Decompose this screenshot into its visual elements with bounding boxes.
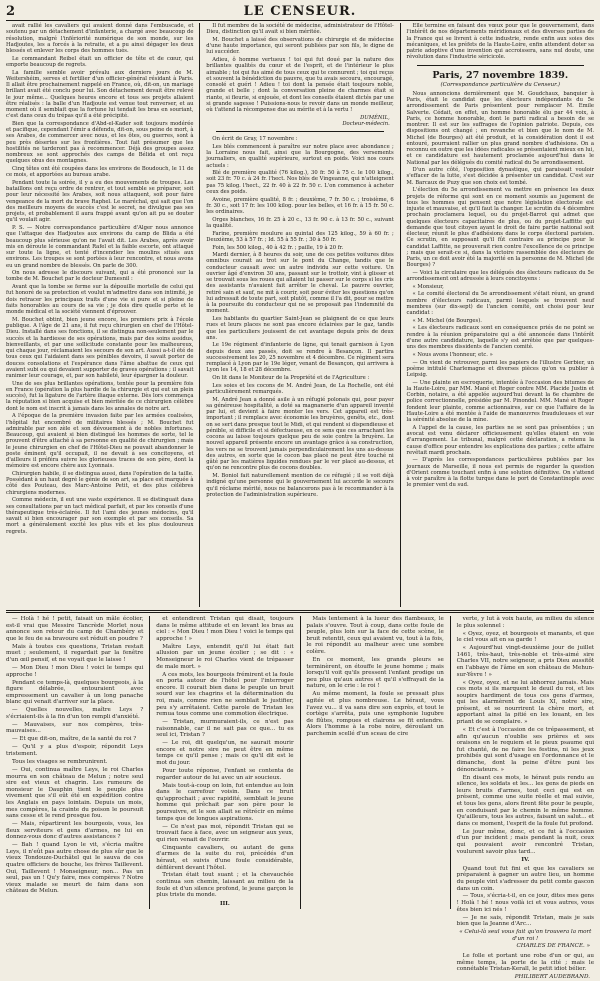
paragraph: Maître Leys, entendit qu'il lui était fait allusion par un jeune écolier ; se dit : « Monseigneur le roi Charles vient de trépasser de male mort. » <box>156 643 294 670</box>
paragraph: A l'époque de la première invasion faite par les armées coalisées, l'hôpital fut encombré de militaires blessés ; M. Bouchet fut admirable par son zèle et son dévouement à de nobles infortunes. Beaucoup, qui avaient si bien distingué les hommes de sorte, tel le prouvent d'être attaché à sa personne en qualité de chirurgien ; mais le jeune chirurgien en chef de l'Hôtel-Dieu ne pouvait abandonner le poste éminent qu'il occupait, il ne devait à ses concitoyens, et d'ailleurs il préféra suivre les glorieuses traces de son père, dont la mémoire est encore chère aux Lyonnais. <box>6 413 194 470</box>
paragraph: M. Bouchet obtint, bien jeune encore, les premiers prix à l'école publique. A l'âge de 21 ans, il fut reçu chirurgien en chef de l'Hôtel-Dieu. Installé dans ses fonctions, il se distingua non-seulement par le succès et la hardiesse de ses opérations, mais par des soins assidus, bienveillants, et par une sollicitude constante pour les malheureux, qui chaque jour, réclamaient les secours de son art. Aussi a-t-il été de tous ceux qui l'aidaient dans ses pénibles devoirs, il savait porter de douces consolations et l'espérance dans l'âme abattue de ceux qui avaient subi ou qui devaient supporter de graves opérations ; il savait ranimer leur courage, et, par son habileté, leur épargner la douleur. <box>6 316 194 380</box>
paragraph: Adieu, ô homme vertueux ! toi qui fut doué par la nature des brillantes qualités du cœur et de l'esprit, et de l'intérieur le plus aimable ; toi qui fus aimé de tous ceux qui te connurent ; toi qui reçus et souvent la bénédiction du pauvre, que tu avais secouru, encouragé, consolé et guéri ! Adieu ! toi dont la pensée était toujours noble, grande et belle ; dont la conversation pleine de charmes était si riante, si fleurie, si enjouée, et dont les conseils étaient dictés par une si grande sagesse ! Puissions-nous te revoir dans un monde meilleur, où t'attend la récompense due au mérite et à la vertu ! <box>206 57 394 114</box>
paragraph: Mardi dernier, à 8 heures du soir, une de ces petites voitures dites omnibus courait au trot sur le pont du Change, tandis que le conducteur causait avec un autre individu sur cette voiture. Un ouvrier âgé d'environ 30 ans, passant sur le trottoir, vint à glisser et se trouvait sous les roues qui allaient lui passer sur le corps si les cris des assistants n'avaient fait arrêter le cheval. Le pauvre ouvrier, retiré sain et sauf, ne mit à courir, soit pour éviter les questions qu'on lui adressait de toute part, soit plutôt, comme il l'a dit, pour se mettre à la poursuite du conducteur qui ne se proposait pas l'indemnité du moment. <box>206 252 394 315</box>
paragraph: — Voici la circulaire que les délégués des électeurs radicaux du 5e arrondissement ont adressée à leurs concitoyens : <box>406 269 595 283</box>
paragraph: En ce moment, les grands pleurs se terminèrent, on étouffe le jeune homme ; mais lorsqu'il voit qu'ils pressent l'enfant prodige un peu plus qu'aux autres et qu'il s'effrayait de la nature, on le crie : le roi ! <box>306 656 444 690</box>
paragraph: Blé de première qualité (76 kilog.), 30 fr. 50 à 75 c. le 100 kilog., soit 23 fr. 70 c. à 24 fr. l'hect. Nos blés de Vingeanne, qui n'atteignent pas 75 kilog. l'hect., 22 fr. 40 à 22 fr. 50 c. L'on commence à acheter ceux des poids. <box>206 170 394 195</box>
paragraph: Tous les visages se rembrunirent. <box>12 759 108 765</box>
verse-attribution: CHARLES DE FRANCE. » <box>516 943 591 950</box>
paragraph: L'élection du 5e arrondissement va mettre en présence les deux projets de réforme qui sont en ce moment soumis au jugement de tous les hommes qui pensent que notre législation électorale est injuste et mauvaise, et qu'il faut la changer. Le scrutin du 4 décembre prochain proclamera lequel, ou du projet-Barrot qui admet que quelques électeurs capacitaires de plus, ou du projet-Laffitte qui demande que tout citoyen ayant le droit de faire partie national soit électeur, réunit le plus d'adhésions dans le corps électoral parisien. Ce scrutin, en supposant qu'il fût contraire au principe pour le candidat Laffitte, ne prouverait rien contre l'excellence de ce principe ; mais que serait-ce si, dans la victoire rassemblée des électeurs de Paris, un ce doit avoir été la majorité en la personne de M. Michel (de Bourges) ? <box>406 187 595 269</box>
paragraph: — Bah ! quand Lyon le vit, s'écria maître Leys, il n'eût pas autre chose de plus sûr que le vieux Tondouze-Duchâtel qui le sauva de ces quatre officiers de bouche, les frères Taillevent. Oui, Taillevent ! Monseigneur, non... Pas un seul, pas un ! Qu'y faire, mes compères ? Notre vieux malade se meurt de faim dans son château de Melun. <box>6 842 144 895</box>
paragraph: M. Bouchet a laissé des observations de chirurgie et de médecine d'une haute importance, qui seront publiées par son fils, le digne de lui succéder. <box>206 36 394 56</box>
feuilleton-column-1 <box>6 616 143 909</box>
chapter-number-iv: IV. <box>521 857 530 864</box>
paragraph: Mais lentement à la lueur des flambeaux, le palais s'ouvre. Tout à coup, dans cette foule de peuple, plus loin sur la face de cette scène, le bruit retentit, ceux qui avaient vu, tout à la fois, le roi répondit au malheur avec une sombre colère. <box>306 616 444 655</box>
paragraph: Pour toute réponse, l'enfant se contenta de regarder autour de lui avec un air soucieux. <box>156 768 294 781</box>
paragraph: Foin, les 500 kilog., 40 à 42 fr. ; paille, 19 à 20 fr. <box>212 244 344 251</box>
feuilleton-column-4 <box>456 616 595 981</box>
paragraph: Comme médecin, il eut une vaste expérience. Il se distinguait dans ses consultations par un tact médical parfait, et par les conseils d'une thérapeutique très-éclairée. Il fut l'ami des jeunes médecins, qu'il savait si bien encourager par son exemple et par ses conseils. Sa mort a généralement excité les plus vifs et les plus douloureux regrets. <box>6 497 194 535</box>
feuilleton-column-2 <box>156 616 293 909</box>
paragraph: La famille semble avoir prévalu aux derniers jours de M. Weitershéim, serves et fertilier d'un officier-général résidant à Paris. Il allait être prochainement rappelé en France, où, dit-on, un mariage brillant avait été conclu pour lui. Son détachement devait être relevé le jour même... Quelques heures encore et tous ses projets allaient être réalisés : la balle d'un Hadjoute est venue tout renverser, et au moment où il semblait que la fortune lui tendait les bras en souriant, c'est dans ceux du trépas qu'il a été précipité. <box>6 69 194 120</box>
column-rule <box>149 616 150 909</box>
paragraph: A l'appel de la cause, les parties ne se sont pas présentées ; un avocat est venu déclarer officieusement qu'elles étaient en voie d'arrangement. Le tribunal, malgré cette déclaration, a retenu la cause d'office pour entendre les explications des parties ; cette affaire revêtait mardi prochain. <box>406 424 595 456</box>
paragraph: D'un autre côté, l'opposition dynastique, qui paraissait vouloir s'effacer de la lutte, s'est décidée à présenter un candidat. C'est sur M. Barcaux de Puzy que son choix est tombé. <box>406 167 595 186</box>
paragraph: Pendant toute la soirée, il y a eu des mouvements de troupes. Les bataillons ont reçu ordre de rentrer, et tout semble se préparer, soit pour leur nécessité les Arabes, soit nous attaquent, soit pour faire vengeance de la mort du brave Raphel. Le maréchal, qui sait que l'on des meilleurs moyens de succès c'est le secret, ne divulgue pas ses projets, et probablement il aura frappé avant qu'on ait pu se douter qu'il voulait agir. <box>6 179 194 224</box>
gray-intro: On écrit de Gray, 17 novembre : <box>212 136 298 143</box>
paragraph: « M. Michel (de Bourges). <box>412 317 482 324</box>
paragraph: — Mauvaises, sur nos compères, très-mauvaises... <box>6 721 144 735</box>
column-rule <box>450 616 451 909</box>
news-column-1 <box>6 23 193 607</box>
feuilleton-section <box>6 616 595 981</box>
paragraph: Mais à toutes ces questions, Tristan restait muet ; seulement, il regardait par la fenêtre d'un œil pensif, et ne voyait que le laisse ! <box>6 643 144 663</box>
paragraph: « Oyez, oyez, et bourgeois et manants, et que le ciel vous ait en sa garde ! <box>456 630 595 644</box>
paragraph: Cinquante cavaliers, ou autant de gens d'armes de la suite du roi, précédés d'un héraut, et suivis d'une foule considérable, défilèrent devant l'hôtel. <box>156 844 294 871</box>
correspondence-note: (Correspondance particulière du Censeur.) <box>440 81 561 88</box>
paragraph: « Nous avons l'honneur, etc. » <box>412 351 493 358</box>
feuilleton-rule-secondary <box>6 612 594 613</box>
column-rule <box>400 23 401 607</box>
chapter-number-iii: III. <box>220 900 230 907</box>
news-column-3 <box>407 23 594 607</box>
paragraph: P. S. — Notre correspondance particulière d'Alger nous annonce que l'attaque des Hadjoutes aux environs du camp de Blida a été beaucoup plus sérieuse qu'on ne l'avait dit. Les Arabes, après avoir mis en déroute le commandant Rafel et la faible escorte, ont attaqué sur toute la ligne, et tenté d'incendier les moulins situés aux environs. Les troupes se sont portées à leur rencontre, et nous avons eu un grand nombre de blessés. On parle de 300. <box>6 225 194 269</box>
paragraph: Farine, première moulure au quintal des 125 kilog., 59 à 60 fr. ; Deuxième, 53 à 57 fr. ; Id. 55 à 55 fr. ; 30 à 50 fr. <box>206 230 394 243</box>
paragraph: Avoine, première qualité, 8 fr. ; deuxième, 7 fr. 50 c. ; troisième, 6 fr. 30 c., soit 17 fr. les 100 kilog. pour les belles, et 16 fr. à 15 fr. 50 c. les ordinaires. <box>206 196 394 216</box>
page-number: 2 <box>6 4 16 19</box>
paragraph: En disant ces mots, le héraut puis rendu au silence, les soldats et les... les gens de pieds en leurs bruits d'armes, tout ceci qui est en présent, comme une suite réelle et mal suivie, et tous les gens, alors firent fête pour le peuple, en conduisant par le chemin le même homme. Qu'ailleurs, tous les autres, faisant un salut... et dans ce moment, l'esprit de la foule fut profond. <box>456 774 595 827</box>
paragraph: — Je ne sais, répondit Tristan, mais je sais bien que la Jeanne d'Arc... <box>456 914 595 928</box>
masthead-title: LE CENSEUR. <box>243 4 357 19</box>
paragraph: — Mais, répartirent les bourgeois, vous, les fleux serviteurs et gens d'armes, ne lui en donnez-vous donc d'autres assistances ? <box>6 821 144 841</box>
paragraph: « Le comité électoral du 5e arrondissement s'était réuni, un grand nombre d'électeurs radicaux, parmi lesquels se trouvent neuf membres (sur dix-sept) de l'ancien comité, ont choisi pour leur candidat : <box>406 291 595 317</box>
page-header <box>6 4 594 21</box>
paragraph: « Les électeurs radicaux sont en conséquence priés de ne point se rendre à la réunion préparatoire qui a été annoncée dans l'intérêt d'une autre candidature, laquelle s'y est arrêtée que par quelques-uns des membres dissidents de l'ancien comité. <box>406 325 595 351</box>
paragraph: « Aujourd'hui vingt-deuxième jour de juillet 1461, très-haut, très-noble et très-aimé sire Charles VII, notre seigneur, a pris Dieu aussitôt en l'abbaye de l'âme en son château de Mehun-sur-Yèvre ! » <box>456 645 595 678</box>
author-signature: PHILIBERT AUDEBRAND. <box>514 974 591 981</box>
paragraph: On lit dans le Moniteur de la Propriété et de l'Agriculture : <box>212 375 370 382</box>
paragraph: — Qu'il y a plus d'espoir, répondit Leys tristement. <box>6 744 144 758</box>
paragraph: — D'après les correspondances particulières publiées par les journaux de Marseille, il nous est permis de regarder la question d'Orient comme touchant enfin à une solution définitive. On s'attend à voir paraître à la flotte turque dans le port de Constantinople avec le premier vent du sud. <box>406 457 595 489</box>
paragraph: Il fut membre de la société de médecine, administrateur de l'Hôtel-Dieu, distinction qu'il avait si bien méritée. <box>206 23 394 36</box>
paris-dateline: Paris, 27 novembre 1839. <box>432 69 569 81</box>
paragraph: Au même moment, la foule se pressait plus agitée et plus nombreuse. Le héraut, vous l'avez vu... il va sans dire son exprès, et tout le cortège s'arrêta, puis une symphonie lugubre de flûtes, rompues et clairons se fit entendre. Alors l'homme à la robe noire, déroulant un parchemin scellé d'un sceau de cire <box>306 691 444 737</box>
paragraph: Le commandant Reibel était un officier de tête et de cœur, qui emporte beaucoup de regrets. <box>6 55 194 68</box>
news-section <box>6 23 594 607</box>
paragraph: M. Boniol fait naturellement mention de ce réfugié ; il se voit déjà indigné qu'une personne qui le gouvernement lui accorde le secours qu'il réclame mérité, nous ne balancerons pas à le recommander à la protection de l'administration supérieure. <box>206 473 394 498</box>
newspaper-page <box>6 4 595 981</box>
paragraph: Cinq têtes ont été coupées dans les environs de Boudouch, le 11 de ce mois, et apportées au bureau arabe. <box>6 166 194 179</box>
column-rule <box>300 616 301 909</box>
feuilleton-column-3 <box>306 616 443 909</box>
paragraph: — Le roi, dit quelqu'un, ne saurait mourir encore et notre sire ne peut être en même temps ce qu'il pense ; mais ce qu'il dit est le mot du jour. <box>156 740 294 767</box>
paragraph: A ces mots, les bourgeois frémirent et la foule en porta autour de l'hôtel pour l'interroger encore. Il courait bien dans le peuple un bruit sourd sur les chagrins et la détermination du roi, mais, comme rien ne semblait le justifier, peu s'y arrêtaient. Cette parole de Tristan les remua tous comme une commotion électrique. <box>156 671 294 718</box>
paragraph: Chirurgien habile, il se distingua aussi, dans l'opération de la taille. Possédant à un haut degré le génie de son art, sa place est marquée à côté des Pouteau, des Marc-Antoine Petit, et des plus célèbres chirurgiens modernes. <box>6 470 194 496</box>
column-rule <box>199 23 200 607</box>
verse-line: « Celui-là seul vous fait qu'on trouvera la mort d'un roi ! <box>459 929 592 942</box>
paragraph: Orges blanches, 16 fr. 25 à 20 c., 13 fr. 90 c. à 13 fr. 50 c., suivant la qualité. <box>206 216 394 229</box>
paragraph: Le folle et portant une robe d'un or qui, au même temps, la porte de la cité ; mais le connétable Tristan-Kerall, le petit idiot bélier. <box>456 953 595 973</box>
paragraph: — Mon Dieu ! mon Dieu ! voici le temps qui approche ! <box>6 664 144 678</box>
paragraph: « Et c'est à l'occasion de ce trépassement, et afin qu'aucun n'oublie ses prières et ses oraisons en le requiem et le pieux psaume qui fut chanté, de ne faire les festins, ni les jeux prohibés qui sont d'usage en l'ordonnance et le dimanche, dont la peine d'être puni les dénonciateurs. » <box>456 727 595 773</box>
paragraph: — Oui, continua maître Leys, le roi Charles mourra en son château de Melun ; notre seul sire est vieux et chagrin. Les rumeurs de monsieur le Dauphin tient le peuple plus vivement que s'il eût été en expédition contre les Anglais en pays lointain. Depuis un mois, mes compères, la crainte du poison le poursuit sans cesse et le rend presque fou. <box>6 766 144 820</box>
paragraph: Nous annoncions dernièrement que M. Goudchaux, banquier à Paris, était le candidat que les électeurs indépendants du 5e arrondissement de Paris présentent pour remplacer M. Emile Salverte. Cédait, on effet, un homme honorable élu par 44 voix, à Paris, ce homme honorable, dont le parti radical a besoin de se montrer. Il est sur les suffrages de l'opinion patriote. Depuis, ces dispositions ont changé ; en revanche et bien que le nom de M. Michel (de Bourges) ait été produit, et la considération dont il est entouré, pourraient rallier un plus grand nombre d'adhésions. On a reconnu en outre que les idées radicales se présentaient mieux en lui, et ce candidature est hautement proclamée aujourd'hui dans le National par les délégués du comité radical du 5e arrondissement. <box>406 90 595 166</box>
news-column-2 <box>206 23 393 607</box>
paragraph: — Et que dit-on, maître, de la santé du roi ? <box>12 736 137 743</box>
paragraph: Bien que la correspondance d'Abd-el-Kader soit toujours modérée et pacifique, cependant l'émir a défendu, dit-on, sous peine de mort, à ses Arabes, de commercer avec nous, et les ôtes, ou guerres, sont à peu près désertes sur les frontières. Tout fait présumer que les hostilités ne tarderont pas à recommencer. Déjà des groupes assez nombreux se sont approchés des camps de Bélida et ont reçu quelques obus des montagnes. <box>6 120 194 165</box>
separator-rule <box>417 65 584 66</box>
paragraph: Elle termine en faisant des vœux pour que le gouvernement, dans l'intérêt de nos départements méridionaux et des diverses parties de la France qui se livrent à cette industrie, rende enfin aux soies des mécaniques, et les préfets de la Haute-Loire, enfin attendent doter sa patrie adoptive d'une invention qui accroissera, sans nul doute, une révolution dans l'industrie séricicole. <box>406 23 595 61</box>
paragraph: Le 19e régiment d'infanterie de ligne, qui tenait garnison à Lyon depuis deux ans passés, doit se rendre à Besançon. Il partira successivement les 20, 25 novembre et 4 décembre. Ce régiment sera remplacé à Lyon par le 19e léger, venant de Besançon, qui arrivera à Lyon les 14, 18 et 28 décembre. <box>206 342 394 374</box>
paragraph: — Quelles nouvelles, maître Leys ? s'écriaient-ils à la fin d'un ton rempli d'anxiété. <box>6 707 144 720</box>
paragraph: et entendirent Tristan qui disait, toujours dans le même attitude et en levant les bras au ciel : « Mon Dieu ! mon Dieu ! voici le temps qui approche ! » <box>156 616 294 642</box>
paragraph: — Tous, s'écria-t-il, en ce jour, dites mes gens ! Holà ! hé ! nous voilà ici et vous autres, vous êtes bien ici nés ! <box>456 893 595 913</box>
paragraph: On nous adresse le discours suivant, qui a été prononcé sur la tombe de M. Bouchet par le docteur Dumesnil : <box>6 270 194 283</box>
paragraph: Pendant ce temps-là, quelques bourgeois, à la figure délabrée, entouraient avec empressement un cavalier à un long panache blanc qui venait d'arriver sur la place. <box>6 679 144 706</box>
paragraph: M. André Jean a donné asile à un réfugié polonais qui, pour payer sa généreuse hospitalité, a doté sa magnanerie d'un appareil inventé par lui, et devient à faire monter les vers. Cet appareil est très-important ; il remplace avec économie les bruyères, genêts, etc., dont on se sert dans presque tout le Midi, et qui rendent si dispendieuse et pénible, si difficile et si défectueuse, en ce sens que ces arrachant les cocons au laisse toujours quelque peu de soie contre la bruyère. Le nouvel appareil présente encore un avantage grâce à sa construction, les vers ne se trouvent jamais perpendiculairement les uns au-dessus des autres, en sorte que le cocon bas placé ne peut être touché ni gâté par les matières liquides rendues par le ver placé au-dessus, et qu'on ne rencontre plus de cocons doubles. <box>206 396 394 472</box>
paragraph: « Monsieur, <box>412 283 444 290</box>
separator-rule <box>216 131 383 132</box>
paragraph: Avant que la tombe se ferme sur la dépouille mortelle de celui qui fut honoré de sa protection et voulut m'admettre dans son intimité, je dois retracer les principaux traits d'une vie si pure et si pleine de faits honorables au cours de sa vie ; je dois dire quelle perte et le monde médical et la société viennent d'éprouver. <box>6 284 194 316</box>
paragraph: « Oyez, oyez, et ne lui abhorrez jamais. Mais ces mots si ils marquent le deuil du roi, et les soupirs hardiment de tous ces gens d'armes, qui les alarmèrent de Louis XI, notre sire, présent, et se nourrirent la chère mort, et apportant ainsi la pitié en les louant, en les priant de se complaire. » <box>456 679 595 726</box>
feuilleton-rule <box>6 610 594 611</box>
paragraph: — On vient de retrouver, parmi les papiers de l'illustre Gerbier, un poème intitulé Charlemagne et diverses pièces qu'on va publier à Leipsig. <box>406 359 595 379</box>
paragraph: verte, y lut à voix haute, au milieu du silence le plus solennel : <box>456 616 595 629</box>
paragraph: — Ce n'est pas moi, répondit Tristan qui se trouvait face à face, avec un seigneur aux yeux, qui rien venait de l'ouvrir. <box>156 823 294 843</box>
paragraph: — Une plainte en escroquerie, intentée à l'occasion des bitumes de la Haute-Loire, par MM. Mané et Roger contre MM. Placide Justin et Corbin, notaire, a été appelée aujourd'hui devant la 6e chambre de police correctionnelle, présidée par M. Pinondel. MM. Mané et Roger fondent leur plainte, comme actionnaires, sur ce que l'affaire de la Haute-Loire a été montée à l'aide de manœuvres frauduleuses et sur la sérénité absolue de la mine. <box>406 379 595 424</box>
paragraph: Les blés commencent à paraître sur notre place avec abondance ; la Lorraine nous fait, ainsi que la Bourgogne, des versements journaliers, en qualité supérieure, surtout en poids. Voici nos cours actuels : <box>206 143 394 169</box>
paragraph: Tristan était tout suant ; et la chevauchée continua son chemin, laissant au milieu de la foule et d'un silence profond, le jeune garçon le plus triste du monde. <box>156 872 294 899</box>
paragraph: Une de ses plus brillantes opérations, tentée pour la première fois en France (opération la plus hardie de la chirurgie et qui eut un plein succès), fut la ligature de l'artère iliaque externe. Dès lors commença la réputation si bien acquise et bien méritée de ce chirurgien célèbre dont le nom est inscrit à jamais dans les annales de notre art. <box>6 380 194 412</box>
paragraph: Mais tout-à-coup on loin, fut entendue au loin dans le carrefour voisin. Dans ce bruit qu'approchait ; avec rapidité, semblait le jeune homme qui prêchait par son père pour le poursuivre, et le son allait se rétrécir en même temps que de longues aspirations. <box>156 782 294 822</box>
signature-dumenil: DUMÉNIL, Docteur-médecin. <box>342 114 390 127</box>
paragraph: Le jour même, donc, et ce fut à l'occasion d'un pur incident ; mais pendant la nuit, ceux qui pouvaient avoir rencontré Tristan, voulurent savoir plus tard... <box>456 828 595 855</box>
paragraph: Les soies et les cocons de M. André Jean, de La Rochelle, ont été particulièrement remarqués. <box>206 382 394 395</box>
paragraph: Quand tout fut fini et que les cavaliers se préparaient à gagner un autre lieu, un homme du peuple vint s'adresser du petit comte gascon dans un coin. <box>456 865 595 892</box>
paragraph: Les habitants du quartier Saint-Jean se plaignent de ce que leurs rues et leurs places ne sont pas encore éclairées par le gaz, tandis que les particuliers jouissent de cet avantage depuis près de deux ans. <box>206 316 394 341</box>
paragraph: — Tristan, murmuraient-ils, ce n'est pas raisonnable, car il ne sait pas ce que... tu es seul ici, Tristan ? <box>156 719 294 739</box>
paragraph: avait rallié les cavaliers qui avaient donné dans l'embuscade, et soutenu par un détachement d'infanterie, a chargé avec beaucoup de résolution, malgré l'infériorité numérique de son monde, sur les Hadjoutes, les a forcés à la retraite, et a pu ainsi dégager les deux blessés et enlever les corps des hommes tués. <box>6 23 194 54</box>
paragraph: — Holà ! hé ! petit, faisait un mâle écolier, est-il vrai que Messire Tancrède Morlet nous annonce son retour du camp de Chambéry et que le feu de sa bravoure est réduit en poudre ? <box>6 616 144 642</box>
